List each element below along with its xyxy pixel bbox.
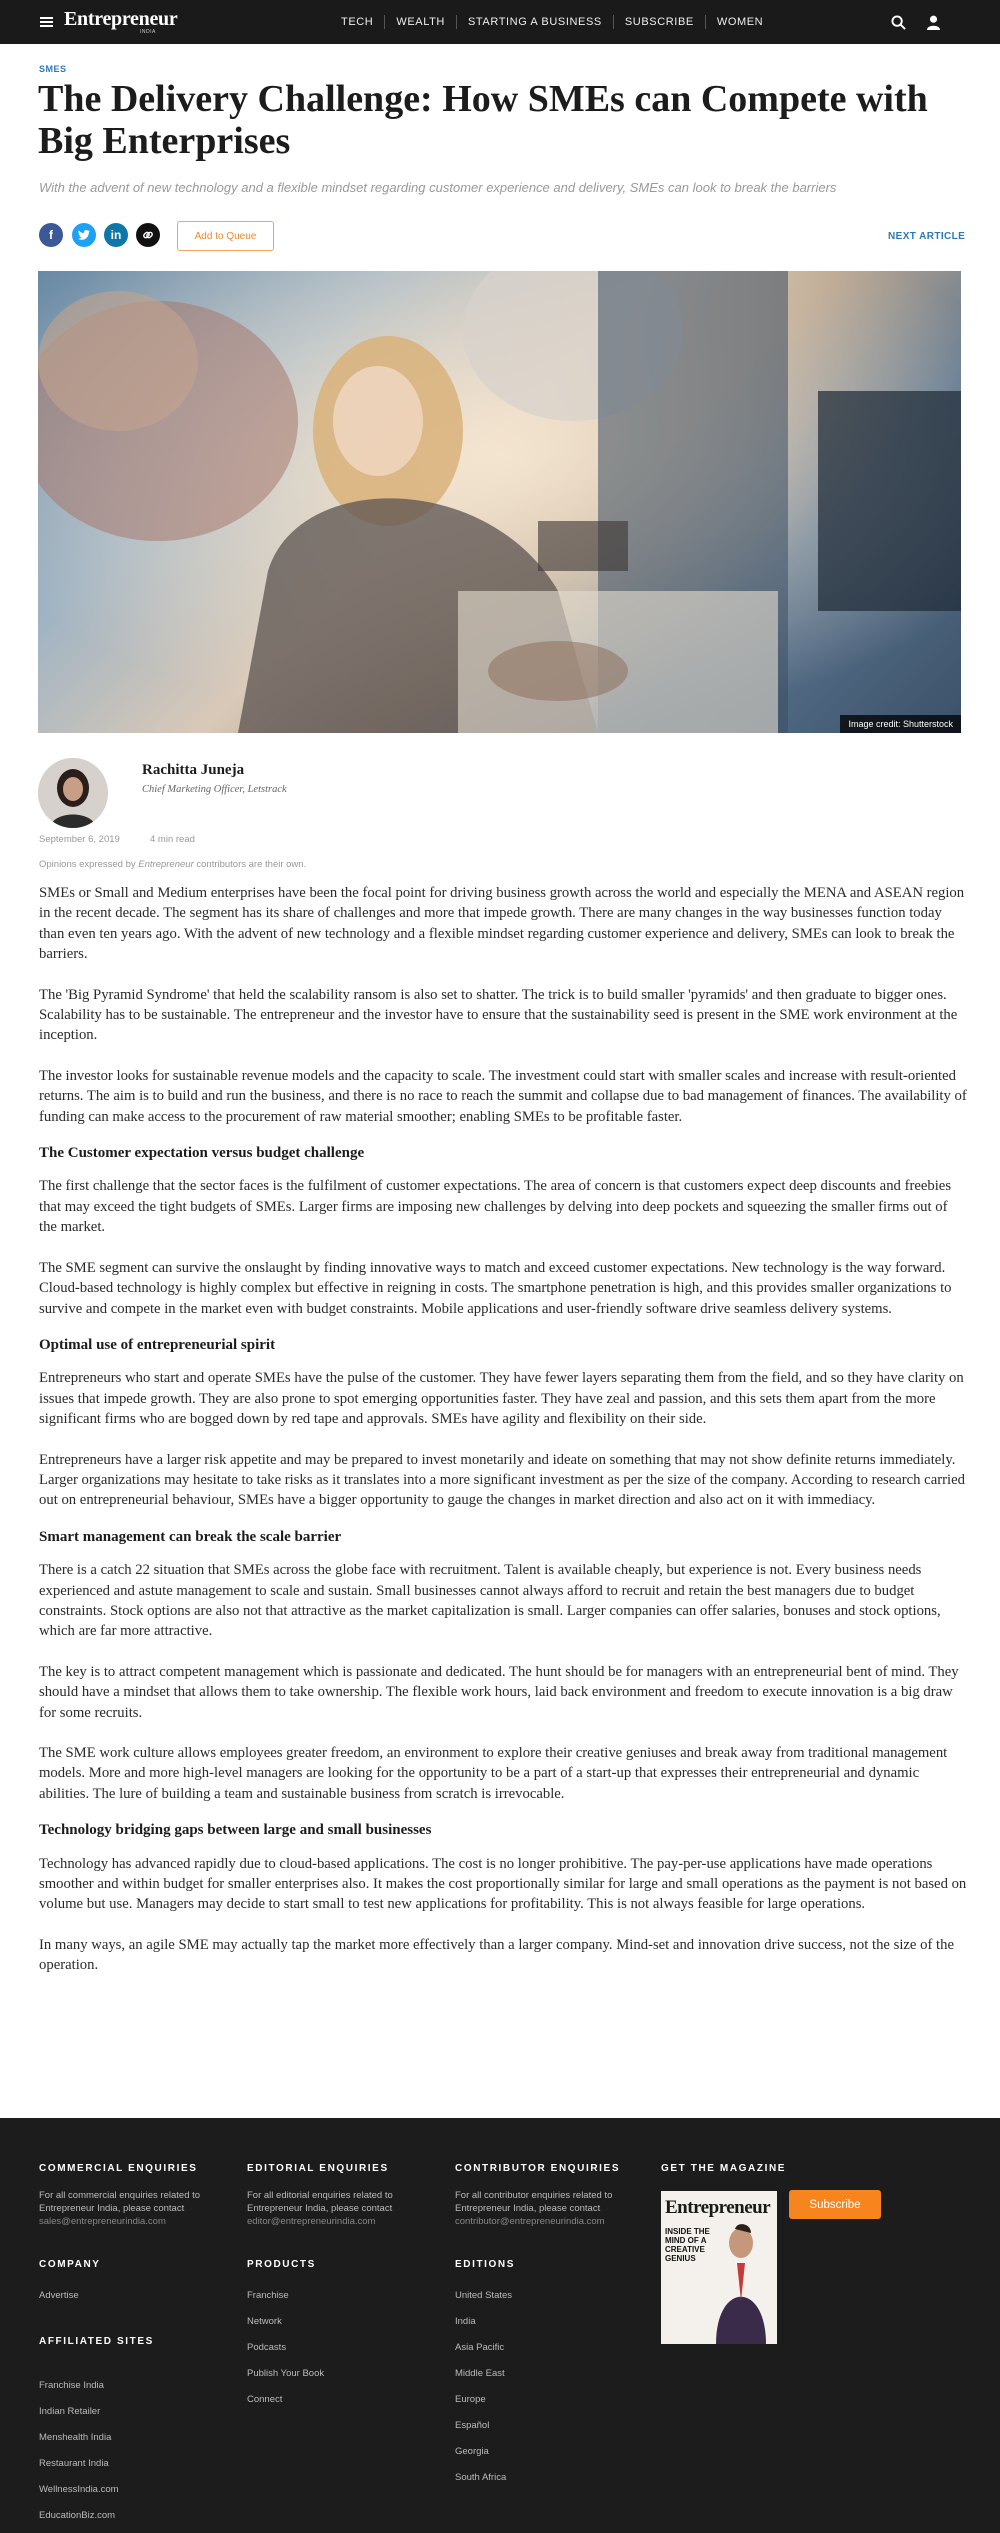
- linkedin-share-icon[interactable]: in: [104, 223, 128, 247]
- magazine-cover-logo: Entrepreneur: [665, 2197, 771, 2218]
- magazine-cover-headline: INSIDE THE MIND OF A CREATIVE GENIUS: [665, 2227, 710, 2263]
- editorial-email-link[interactable]: editor@entrepreneurindia.com: [247, 2216, 376, 2227]
- disclaimer-text: contributors are their own.: [193, 859, 307, 870]
- add-to-queue-button[interactable]: Add to Queue: [177, 221, 274, 251]
- site-logo-edition: INDIA: [140, 29, 156, 35]
- nav-links: [330, 0, 774, 44]
- footer-link-edition-india[interactable]: India: [455, 2316, 476, 2327]
- user-icon[interactable]: [926, 15, 941, 30]
- nav-link-starting-a-business[interactable]: STARTING A BUSINESS: [467, 16, 602, 28]
- hero-image: [38, 271, 961, 733]
- copy-link-icon[interactable]: [136, 223, 160, 247]
- paragraph: The 'Big Pyramid Syndrome' that held the scalability ransom is also set to shatter. The trick is to build smaller 'pyramids' and then graduate to bigger ones. Scalability has to be sustainable. The entrepreneur and the investor have to ensure that the sustainability seed is present in the SME work environment at the inception.: [39, 986, 958, 1044]
- footer-link-advertise[interactable]: Advertise: [39, 2290, 79, 2301]
- disclaimer-brand: Entrepreneur: [138, 859, 194, 870]
- commercial-email-link[interactable]: sales@entrepreneurindia.com: [39, 2216, 166, 2227]
- paragraph: The first challenge that the sector faces is the fulfilment of customer expectations. The area of concern is that customers expect deep discounts and freebies that may exceed the tight budgets of SMEs. Larger firms are imposing new challenges by delving into deep pockets and squeezing the smaller firms out of the market.: [39, 1178, 952, 1236]
- article-body: [39, 883, 969, 1996]
- footer-link-menshealth-india[interactable]: Menshealth India: [39, 2432, 112, 2443]
- facebook-share-icon[interactable]: f: [39, 223, 63, 247]
- image-credit: Image credit: Shutterstock: [840, 715, 961, 733]
- affiliated-sites-heading: AFFILIATED SITES: [39, 2336, 154, 2347]
- article-category[interactable]: SMES: [39, 64, 67, 74]
- contributor-enquiries-heading: CONTRIBUTOR ENQUIRIES: [455, 2163, 621, 2174]
- article-subtitle: With the advent of new technology and a flexible mindset regarding customer experience and delivery, SMEs can look to break the barriers: [39, 180, 837, 195]
- hero-photo-illustration: [38, 271, 961, 733]
- paragraph: The SME segment can survive the onslaught by finding innovative ways to match and exceed customer expectations. New technology is the way forward. Cloud-based technology is highly complex but effective in reigning in costs. The smartphone penetration is high, and this provides smaller organizations to survive and compete in the market even with budget constraints. Mobile applications and user-friendly software drive seamless delivery systems.: [39, 1259, 952, 1317]
- commercial-enquiries-body: For all commercial enquiries related to Entrepreneur India, please contact: [39, 2190, 201, 2214]
- paragraph: The investor looks for sustainable revenue models and the capacity to scale. The investment could start with smaller scales and increase with result-oriented returns. The aim is to build and run the business, and there is no race to reach the summit and collapse due to bad management of finances. The availability of funding can make access to the procurement of raw material smoother; enabling SMEs to be profitable faster.: [39, 1067, 967, 1125]
- twitter-share-icon[interactable]: [72, 223, 96, 247]
- products-heading: PRODUCTS: [247, 2259, 316, 2270]
- section-heading: Technology bridging gaps between large and small businesses: [39, 1822, 432, 1839]
- footer-link-indian-retailer[interactable]: Indian Retailer: [39, 2406, 101, 2417]
- paragraph: The key is to attract competent management which is passionate and dedicated. The hunt should be for managers with an entrepreneurial bent of mind. They should have a mindset that allows them to take ownership. The flexible work hours, laid back environment and freedom to execute innovation is a big draw for some recruits.: [39, 1663, 959, 1721]
- section-heading: The Customer expectation versus budget challenge: [39, 1145, 365, 1162]
- site-footer: [0, 2118, 1000, 2533]
- section-heading: Optimal use of entrepreneurial spirit: [39, 1336, 276, 1353]
- footer-link-educationbiz[interactable]: EducationBiz.com: [39, 2510, 116, 2521]
- editorial-enquiries-heading: EDITORIAL ENQUIRIES: [247, 2163, 389, 2174]
- magazine-cover-portrait: [661, 2191, 777, 2344]
- footer-link-network[interactable]: Network: [247, 2316, 282, 2327]
- footer-link-edition-europe[interactable]: Europe: [455, 2394, 486, 2405]
- commercial-enquiries-text: [39, 2189, 229, 2228]
- contributor-enquiries-body: For all contributor enquiries related to Entrepreneur India, please contact: [455, 2190, 613, 2214]
- nav-link-women[interactable]: WOMEN: [716, 16, 764, 28]
- paragraph: In many ways, an agile SME may actually tap the market more effectively than a larger company. Mind-set and innovation drive success, not the size of the operation.: [39, 1936, 954, 1974]
- nav-link-wealth[interactable]: WEALTH: [396, 16, 445, 28]
- footer-link-edition-middle-east[interactable]: Middle East: [455, 2368, 505, 2379]
- company-heading: COMPANY: [39, 2259, 101, 2270]
- editorial-enquiries-text: [247, 2189, 437, 2228]
- author-role: Chief Marketing Officer, Letstrack: [142, 784, 287, 795]
- magazine-cover[interactable]: [661, 2191, 777, 2344]
- commercial-enquiries-heading: COMMERCIAL ENQUIRIES: [39, 2163, 198, 2174]
- paragraph: The SME work culture allows employees greater freedom, an environment to explore their creative geniuses and break away from traditional management models. More and more high-level managers are looking for the opportunity to be a part of a start-up that expresses their entrepreneurial and dynamic abilities. The lure of building a team and sustainable business from scratch is irrevocable.: [39, 1745, 948, 1802]
- footer-link-podcasts[interactable]: Podcasts: [247, 2342, 287, 2353]
- editions-heading: EDITIONS: [455, 2259, 516, 2270]
- footer-link-wellnessindia[interactable]: WellnessIndia.com: [39, 2484, 119, 2495]
- editorial-enquiries-body: For all editorial enquiries related to Entrepreneur India, please contact: [247, 2190, 393, 2214]
- disclaimer-text: Opinions expressed by: [39, 859, 139, 870]
- footer-link-edition-united-states[interactable]: United States: [455, 2290, 513, 2301]
- footer-link-connect[interactable]: Connect: [247, 2394, 283, 2405]
- get-the-magazine-heading: GET THE MAGAZINE: [661, 2163, 787, 2174]
- subscribe-button[interactable]: Subscribe: [789, 2190, 881, 2219]
- footer-link-publish-your-book[interactable]: Publish Your Book: [247, 2368, 325, 2379]
- paragraph: Entrepreneurs who start and operate SMEs have the pulse of the customer. They have fewer layers separating them from the field, and so they have clarity on issues that impede growth. They are also prone to spot emerging opportunities faster. They have zeal and passion, and this sets them apart from the more significant firms who are bogged down by red tape and approvals. SMEs have agility and flexibility on their side.: [39, 1370, 964, 1428]
- contributor-email-link[interactable]: contributor@entrepreneurindia.com: [455, 2216, 605, 2227]
- paragraph: Entrepreneurs have a larger risk appetite and may be prepared to invest monetarily and ideate on something that may not show definite returns immediately. Larger organizations may hesitate to take risks as it translates into a more significant investment as per the size of the company. According to research carried out on entrepreneurial behaviour, SMEs have a bigger opportunity to gauge the changes in market direction and also act on it with immediacy.: [39, 1451, 965, 1509]
- contributor-disclaimer: [39, 859, 306, 870]
- nav-link-tech[interactable]: TECH: [341, 16, 374, 28]
- site-logo[interactable]: Entrepreneur: [64, 8, 178, 30]
- paragraph: There is a catch 22 situation that SMEs across the globe face with recruitment. Talent is available cheaply, but experience is not. Every business needs experienced and astute management to scale and sustain. Small businesses cannot always afford to recruit and retain the best managers due to budget constraints. Stock options are also not that attractive as the market capitalization is small. Larger companies can offer salaries, bonuses and stock options, which are far more attractive.: [39, 1562, 941, 1640]
- footer-link-restaurant-india[interactable]: Restaurant India: [39, 2458, 109, 2469]
- footer-link-franchise-india[interactable]: Franchise India: [39, 2380, 104, 2391]
- footer-link-edition-asia-pacific[interactable]: Asia Pacific: [455, 2342, 505, 2353]
- footer-link-edition-espanol[interactable]: Español: [455, 2420, 490, 2431]
- footer-link-edition-south-africa[interactable]: South Africa: [455, 2472, 507, 2483]
- paragraph: SMEs or Small and Medium enterprises have been the focal point for driving business growth across the world and especially the MENA and ASEAN region in the recent decade. The segment has its share of challenges and more that impede growth. There are many changes in the way businesses function today than even ten years ago. With the advent of new technology and a flexible mindset regarding customer experience and delivery, SMEs can look to break the barriers.: [39, 885, 965, 963]
- author-avatar[interactable]: [38, 758, 108, 828]
- top-navigation: [0, 0, 1000, 44]
- contributor-enquiries-text: [455, 2189, 645, 2228]
- paragraph: Technology has advanced rapidly due to cloud-based applications. The cost is no longer prohibitive. The pay-per-use applications have made operations smoother and within budget for smaller enterprises also. It makes the cost proportionally similar for large and small operations as the payment is not based on volume but use. Managers may decide to start small to test new applications for profitability. This is not always feasible for large operations.: [39, 1855, 967, 1913]
- author-name[interactable]: Rachitta Juneja: [142, 762, 245, 778]
- publish-date: September 6, 2019: [39, 834, 120, 845]
- search-icon[interactable]: [891, 15, 906, 30]
- next-article-link[interactable]: NEXT ARTICLE: [888, 231, 966, 242]
- footer-link-edition-georgia[interactable]: Georgia: [455, 2446, 489, 2457]
- nav-link-subscribe[interactable]: SUBSCRIBE: [624, 16, 694, 28]
- read-time: 4 min read: [150, 834, 195, 845]
- menu-icon[interactable]: [40, 17, 53, 27]
- section-heading: Smart management can break the scale barrier: [39, 1528, 342, 1545]
- footer-link-franchise[interactable]: Franchise: [247, 2290, 289, 2301]
- article-title: The Delivery Challenge: How SMEs can Compete with Big Enterprises: [38, 78, 928, 162]
